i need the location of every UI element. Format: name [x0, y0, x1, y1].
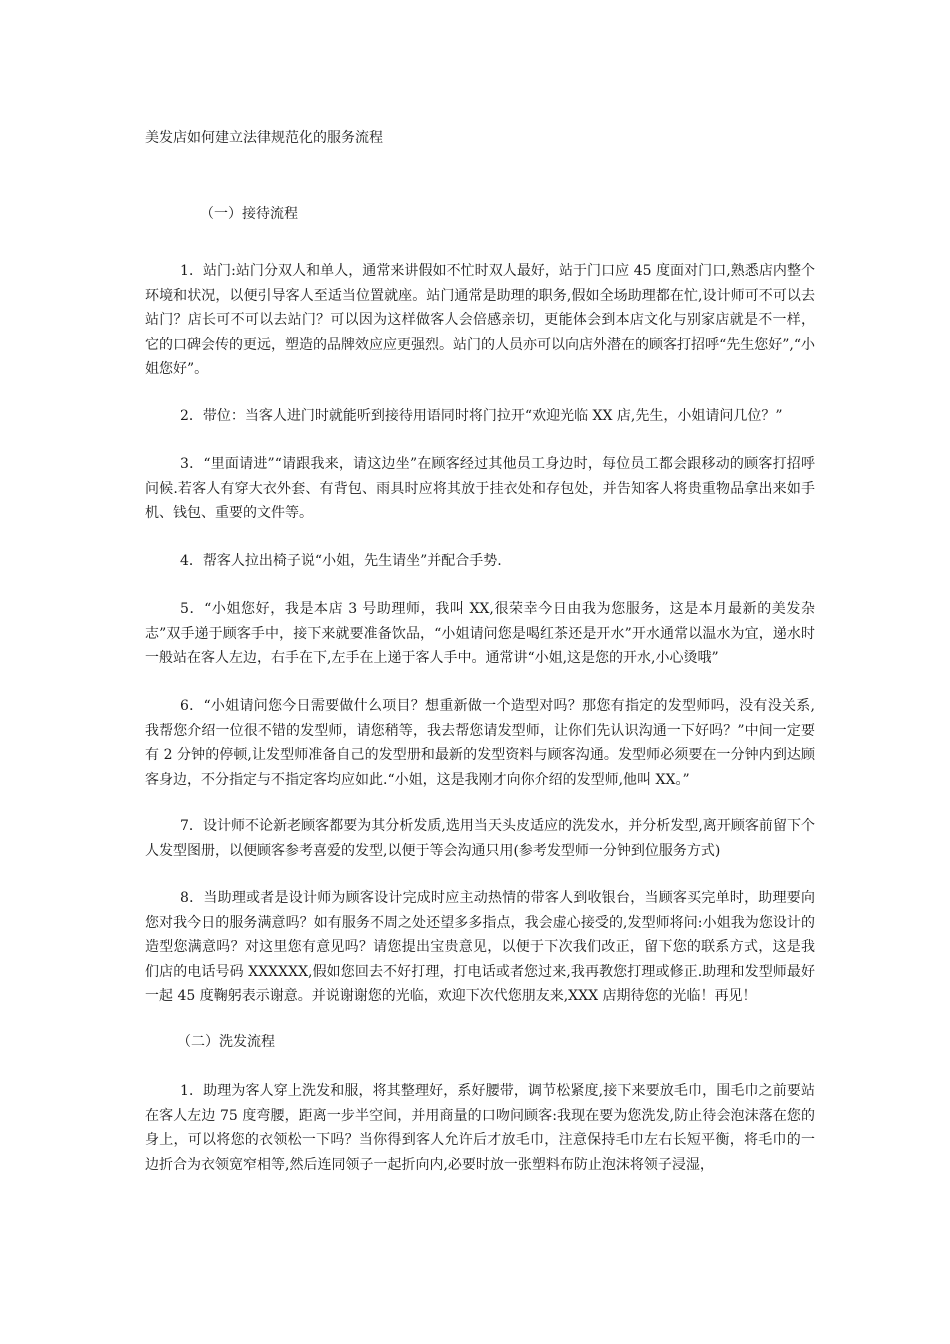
paragraph-reception-2: 2．带位：当客人进门时就能听到接待用语同时将门拉开“欢迎光临 XX 店,先生，小姐请问几位？”: [180, 408, 783, 424]
section-heading-reception: （一）接待流程: [200, 206, 298, 222]
paragraph-reception-7: 7．设计师不论新老顾客都要为其分析发质,选用当天头皮适应的洗发水，并分析发型,离开顾客前留下个人发型图册，以便顾客参考喜爱的发型,以便于等会沟通只用(参考发型师一分钟到位服务方式): [145, 818, 815, 859]
paragraph-reception-8: 8．当助理或者是设计师为顾客设计完成时应主动热情的带客人到收银台，当顾客买完单时，助理要向您对我今日的服务满意吗？如有服务不周之处还望多多指点，我会虚心接受的,发型师将问:小姐我为您设计的造型您满意吗？对这里您有意见吗？请您提出宝贵意见，以便于下次我们改正，留下您的联系方式，这是我们店的电话号码 XXXXXX,假如您回去不好打理，打电话或者您过来,我再教您打理或修正.助理和发型师最好一起 45 度鞠躬表示谢意。并说谢谢您的光临，欢迎下次代您朋友来,XXX 店期待您的光临！再见！: [145, 890, 815, 1004]
document-title: 美发店如何建立法律规范化的服务流程: [145, 130, 383, 146]
section-heading-washing: （二）洗发流程: [177, 1034, 275, 1050]
paragraph-reception-6: 6．“小姐请问您今日需要做什么项目？想重新做一个造型对吗？那您有指定的发型师吗，没有没关系,我帮您介绍一位很不错的发型师，请您稍等，我去帮您请发型师，让你们先认识沟通一下好吗？”中间一定要有 2 分钟的停顿,让发型师准备自己的发型册和最新的发型资料与顾客沟通。发型师必须要在一分钟内到达顾客身边，不分指定与不指定客均应如此.“小姐，这是我刚才向你介绍的发型师,他叫 XX。”: [145, 698, 815, 788]
paragraph-washing-1: 1．助理为客人穿上洗发和服，将其整理好，系好腰带，调节松紧度,接下来要放毛巾，围毛巾之前要站在客人左边 75 度弯腰，距离一步半空间，并用商量的口吻问顾客:我现在要为您洗发,防止待会泡沫落在您的身上，可以将您的衣领松一下吗？当你得到客人允许后才放毛巾，注意保持毛巾左右长短平衡，将毛巾的一边折合为衣领宽窄相等,然后连同领子一起折向内,必要时放一张塑料布防止泡沫将领子浸湿，: [145, 1083, 815, 1173]
paragraph-reception-4: 4．帮客人拉出椅子说“小姐，先生请坐”并配合手势.: [180, 553, 502, 569]
paragraph-reception-3: 3．“里面请进”“请跟我来，请这边坐”在顾客经过其他员工身边时，每位员工都会跟移动的顾客打招呼问候.若客人有穿大衣外套、有背包、雨具时应将其放于挂衣处和存包处，并告知客人将贵重物品拿出来如手机、钱包、重要的文件等。: [145, 456, 815, 521]
paragraph-reception-1: 1．站门:站门分双人和单人，通常来讲假如不忙时双人最好，站于门口应 45 度面对门口,熟悉店内整个环境和状况，以便引导客人至适当位置就座。站门通常是助理的职务,假如全场助理都在忙,设计师可不可以去站门？店长可不可以去站门？可以因为这样做客人会倍感亲切，更能体会到本店文化与别家店就是不一样，它的口碑会传的更远，塑造的品牌效应应更强烈。站门的人员亦可以向店外潜在的顾客打招呼“先生您好”,“小姐您好”。: [145, 263, 815, 377]
paragraph-reception-5: 5．“小姐您好，我是本店 3 号助理师，我叫 XX,很荣幸今日由我为您服务，这是本月最新的美发杂志”双手递于顾客手中，接下来就要准备饮品，“小姐请问您是喝红茶还是开水”开水通常以温水为宜，递水时一般站在客人左边，右手在下,左手在上递于客人手中。通常讲“小姐,这是您的开水,小心烫哦”: [145, 601, 815, 666]
